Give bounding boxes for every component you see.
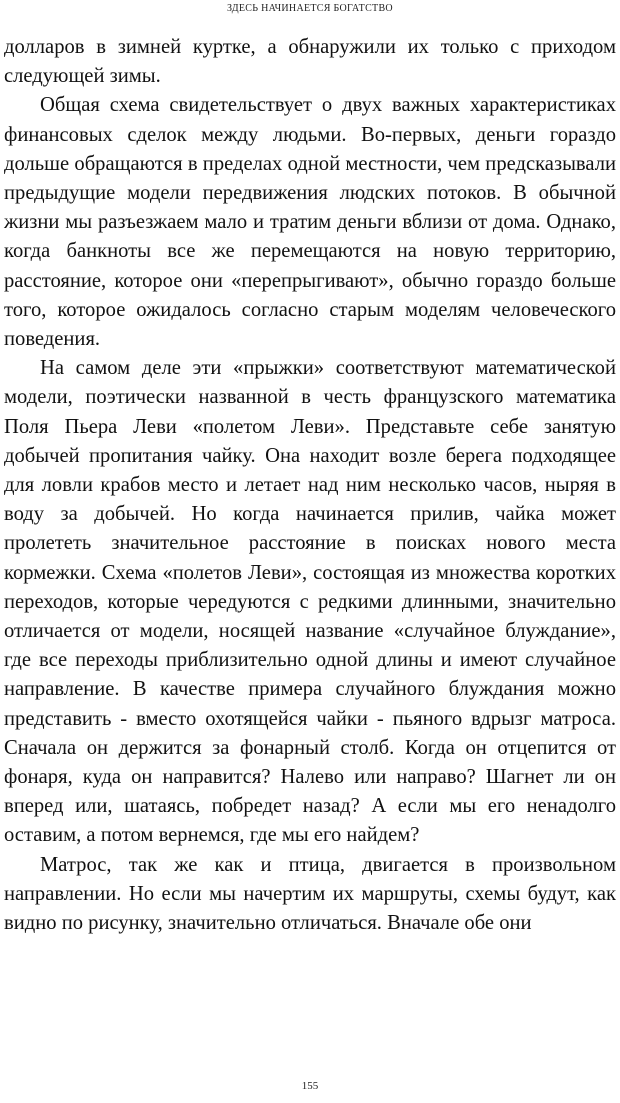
paragraph: На самом деле эти «прыжки» соответствуют математической модели, поэтически названной в честь французского математика Поля Пьера Леви «полетом Леви». Представьте себе занятую добычей пропитания чайку. Она находит возле берега подходящее для ловли крабов место и летает над ним несколько часов, ныряя в воду за добычей. Но когда начинается прилив, чайка может пролететь значительное расстояние в поисках нового места кормежки. Схема «полетов Леви», состоящая из множества коротких переходов, которые чередуются с редкими длинными, значительно отличается от модели, носящей название «случайное блуждание», где все переходы приблизительно одной длины и имеют случайное направление. В качестве примера случайного блуждания можно представить - вместо охотящейся чайки - пьяного вдрызг матроса. Сначала он держится за фонарный столб. Когда он отцепится от фонаря, куда он направится? Налево или направо? Шагнет ли он вперед или, шатаясь, побредет назад? А если мы его ненадолго оставим, а потом вернемся, где мы его найдем? — [4, 357, 616, 847]
running-header: ЗДЕСЬ НАЧИНАЕТСЯ БОГАТСТВО — [227, 3, 393, 14]
paragraph: Общая схема свидетельствует о двух важных характеристиках финансовых сделок между людьми. Во-первых, деньги гораздо дольше обращаются в пределах одной местности, чем предсказывали предыдущие модели передвижения людских потоков. В обычной жизни мы разъезжаем мало и тратим деньги вблизи от дома. Однако, когда банкноты все же перемещаются на новую территорию, расстояние, которое они «перепрыгивают», обычно гораздо больше того, которое ожидалось согласно старым моделям человеческого поведения. — [4, 94, 616, 351]
paragraph-continued: долларов в зимней куртке, а обнаружили их только с приходом следующей зимы. — [4, 36, 616, 88]
paragraph: Матрос, так же как и птица, двигается в произвольном направлении. Но если мы начертим их маршруты, схемы будут, как видно по рисунку, значительно отличаться. Вначале обе они — [4, 853, 616, 935]
page-number: 155 — [301, 1080, 319, 1092]
page-body — [4, 33, 616, 938]
